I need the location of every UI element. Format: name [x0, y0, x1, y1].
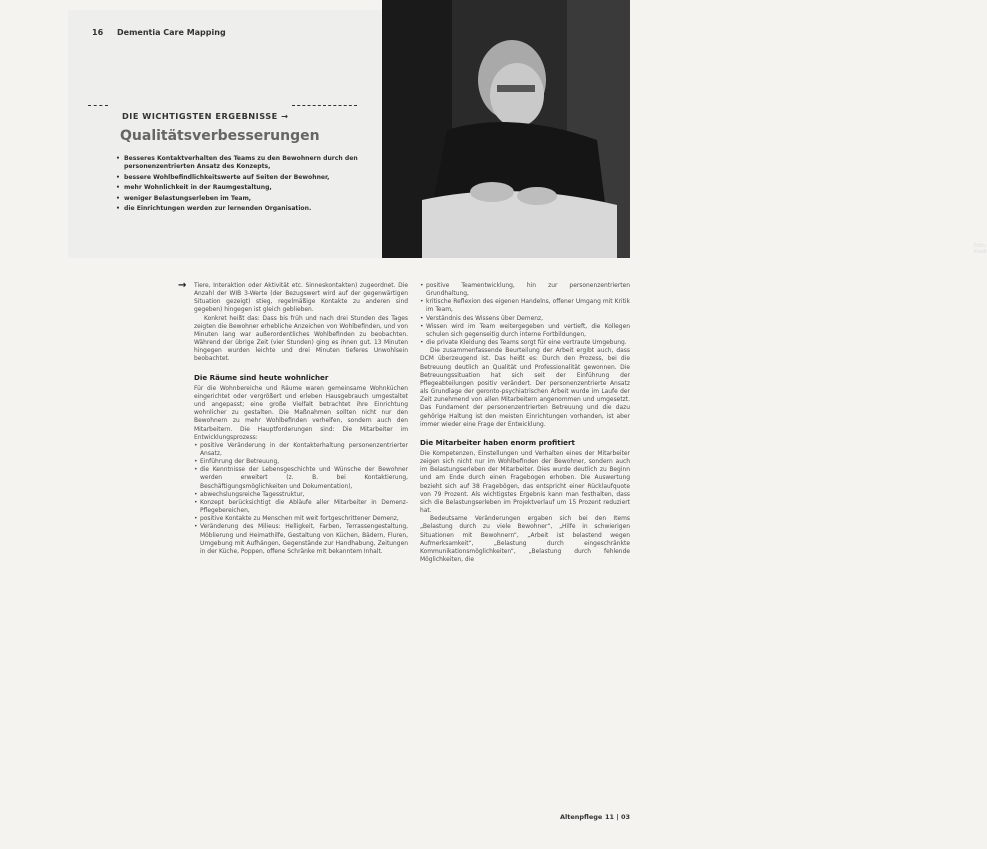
left-intro-paragraph: Tiere, Interaktion oder Aktivität etc. Sinneskontakten) zugeordnet. Die Anzahl der WIB 3-Werte (der Bezugswert wird auf der gegenwärtigen Situation gezeigt) stieg, regelmäßige Kontakte zu anderen sind gegeben) hingegen ist gleich geblieben. — [194, 282, 408, 314]
list-item: • Konzept berücksichtigt die Abläufe aller Mitarbeiter in Demenz-Pflegebereichen, — [194, 499, 408, 515]
key-results-label: DIE WICHTIGSTEN ERGEBNISSE → — [122, 111, 289, 121]
left-paragraph-2: Konkret heißt das: Dass bis früh und nach drei Stunden des Tages zeigten die Bewohner erhebliche Anzeichen von Wohlbefinden, und von Minuten lang war außerordentliches Wohlbefinden zu beobachten. Während der übrige Zeit (vier Stunden) ging es ihnen gut. 13 Minuten hingegen wurden leichte und drei Minuten tieferes Unwohlsein beobachtet. — [194, 314, 408, 363]
key-result-item: • weniger Belastungserleben im Team, — [116, 195, 376, 203]
key-results-list — [116, 155, 376, 215]
list-item: • positive Kontakte zu Menschen mit weit fortgeschrittener Demenz, — [194, 515, 408, 523]
right-column — [420, 282, 630, 564]
section-heading-rooms: Die Räume sind heute wohnlicher — [194, 372, 329, 382]
key-result-item: • bessere Wohlbefindlichkeitswerte auf Seiten der Bewohner, — [116, 174, 376, 182]
dash-divider-left — [88, 105, 108, 107]
page-number: 16 — [92, 28, 104, 37]
elderly-woman-photo — [382, 0, 987, 258]
right-bullet-list — [420, 282, 630, 347]
right-paragraph-1: Die zusammenfassende Beurteilung der Arbeit ergibt auch, dass DCM überzeugend ist. Das heißt es: Durch den Prozess, bei die Betreuung deutlich an Qualität und Professionalität gewonnen. Die Betreuungssituation hat sich seit der Einführung der Pflegeabteilungen positiv verändert. Der personenzentrierte Ansatz als Grundlage der geronto-psychiatrischen Arbeit wurde im Laufe der Zeit zunehmend von allen Mitarbeitern angenommen und umgesetzt. Das Fundament der personenzentrierten Betreuung und die dazu gehörige Haltung ist den meisten Einrichtungen vorhanden, ist aber immer wieder eine Frage der Entwicklung. — [420, 347, 630, 428]
list-item: • positive Veränderung in der Kontakterhaltung personenzentrierter Ansatz, — [194, 442, 408, 458]
list-item: • Veränderung des Milieus: Helligkeit, Farben, Terrassengestaltung, Möblierung und Heimathilfe, Gestaltung von Küchen, Bädern, Fluren, Umgebung mit Aufhängen, Gegenstände zur Handhabung, Zeitungen in der Küche, Poppen, offene Schränke mit bekanntem Inhalt. — [194, 523, 408, 556]
list-item: • die private Kleidung des Teams sorgt für eine vertraute Umgebung. — [420, 339, 630, 347]
left-column — [194, 282, 408, 556]
list-item: • kritische Reflexion des eigenen Handelns, offener Umgang mit Kritik im Team, — [420, 298, 630, 314]
left-paragraph-3: Für die Wohnbereiche und Räume waren gemeinsame Wohnküchen eingerichtet oder vergrößert und erleben Hausgebrauch umgestaltet und angepasst; eine große Vielfalt betrachtet ihre Einrichtung wohnlicher zu gestalten. Die Maßnahmen sollten nicht nur den Bewohnern zu mehr Wohlbefinden verhelfen, sondern auch den Mitarbeitern. Die Hauptforderungen sind: Die Mitarbeiter im Entwicklungsprozess: — [194, 384, 408, 441]
key-result-item: • Besseres Kontaktverhalten des Teams zu den Bewohnern durch den personenzentrierten Ansatz des Konzepts, — [116, 155, 376, 172]
list-item: • die Kenntnisse der Lebensgeschichte und Wünsche der Bewohner werden erweitert (z. B. bei Kontaktierung, Beschäftigungsmöglichkeiten und Dokumentation), — [194, 466, 408, 490]
list-item: • abwechslungsreiche Tagesstruktur, — [194, 491, 408, 499]
right-paragraph-2: Die Kompetenzen, Einstellungen und Verhalten eines der Mitarbeiter zeigen sich nicht nur im Wohlbefinden der Bewohner, sondern auch im Belastungserleben der Mitarbeiter. Dies wurde deutlich zu Beginn und am Ende durch einen Fragebogen erhoben. Die Auswertung bezieht sich auf 38 Fragebögen, das entspricht einer Rücklaufquote von 79 Prozent. Als wichtigstes Ergebnis kann man festhalten, dass sich die Belastungserleben im Projektverlauf um 15 Prozent reduziert hat. — [420, 449, 630, 515]
list-item: • positive Teamentwicklung, hin zur personenzentrierten Grundhaltung, — [420, 282, 630, 298]
right-paragraph-3: Bedeutsame Veränderungen ergaben sich bei den Items „Belastung durch zu viele Bewohner“, „Hilfe in schwierigen Situationen mit Bewohnern“, „Arbeit ist belastend wegen Aufmerksamkeit“, „Belastung durch eingeschränkte Kommunikationsmöglichkeiten“, „Belastung durch fehlende Möglichkeiten, die — [420, 515, 630, 563]
key-results-heading: Qualitätsverbesserungen — [120, 128, 320, 144]
photo-credit: Foto: Kiedt — [974, 243, 987, 255]
list-item: • Einführung der Betreuung, — [194, 458, 408, 466]
section-heading-staff: Die Mitarbeiter haben enorm profitiert — [420, 437, 575, 447]
photo-illustration — [382, 0, 630, 258]
section-title: Dementia Care Mapping — [117, 28, 226, 37]
arrow-right-icon: → — [178, 280, 187, 291]
footer-journal-name: Altenpflege — [560, 813, 603, 821]
list-item: • Wissen wird im Team weitergegeben und vertieft, die Kollegen schulen sich gegenseitig durch interne Fortbildungen, — [420, 323, 630, 339]
dash-divider-right — [292, 105, 357, 107]
footer-page-number: 11 | 03 — [605, 813, 630, 821]
key-result-item: • die Einrichtungen werden zur lernenden Organisation. — [116, 205, 376, 213]
key-result-item: • mehr Wohnlichkeit in der Raumgestaltung, — [116, 184, 376, 192]
left-bullet-list — [194, 442, 408, 556]
list-item: • Verständnis des Wissens über Demenz, — [420, 315, 630, 323]
